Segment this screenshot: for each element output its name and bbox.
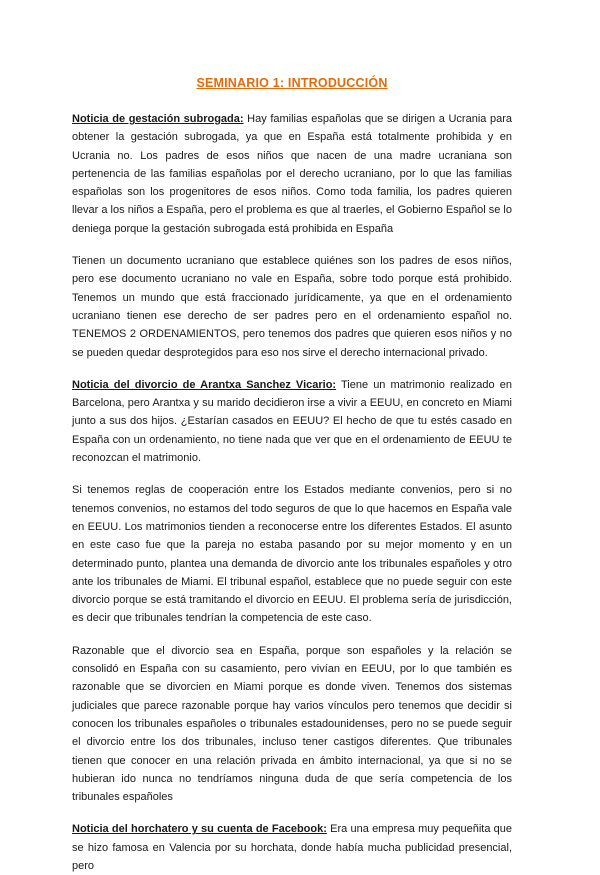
paragraph-documento-ucraniano <box>72 252 512 362</box>
paragraph-text: Razonable que el divorcio sea en España, porque son españoles y la relación se consolidó en España con su casamiento, pero vivían en EEUU, por lo que también es razonable que se divorcien en Miami porque es donde viven. Tenemos dos sistemas judiciales que parece razonable porque hay varios vínculos pero tenemos que decidir si conocen los tribunales españoles o tribunales estadounidenses, pero no se puede seguir el divorcio entre los dos tribunales, incluso tener castigos diferentes. Que tribunales tienen que conocer en una relación privada en ámbito internacional, ya que si no se hubieran ido nunca no tendríamos ninguna duda de que sería competencia de los tribunales españoles <box>72 644 512 804</box>
paragraph-divorcio-arantxa <box>72 376 512 467</box>
paragraph-text: Tiene un matrimonio realizado en Barcelona, pero Arantxa y su marido decidieron irse a vivir a EEUU, en concreto en Miami junto a sus dos hijos. ¿Estarían casados en EEUU? El hecho de que tu estés casado en España con un ordenamiento, no tiene nada que ver que en el ordenamiento de EEUU te reconozcan el matrimonio. <box>72 378 512 465</box>
document-title: SEMINARIO 1: INTRODUCCIÓN <box>196 76 388 90</box>
paragraph-text: Si tenemos reglas de cooperación entre los Estados mediante convenios, pero si no tenemos convenios, no estamos del todo seguros de que lo que hacemos en España vale en EEUU. Los matrimonios tienden a reconocerse entre los diferentes Estados. El asunto en este caso fue que la pareja no estaba pasando por su mejor momento y en un determinado punto, plantea una demanda de divorcio ante los tribunales españoles y otro ante los tribunales de Miami. El tribunal español, establece que no puede seguir con este divorcio porque se está tramitando el divorcio en EEUU. El problema sería de jurisdicción, es decir que tribunales tendrían la competencia de este caso. <box>72 484 512 625</box>
paragraph-razonable-divorcio <box>72 642 512 807</box>
section-heading-divorcio: Noticia del divorcio de Arantxa Sanchez Vicario: <box>72 378 337 391</box>
paragraph-cooperacion-estados <box>72 481 512 627</box>
section-heading-gestacion: Noticia de gestación subrogada: <box>72 113 244 125</box>
paragraph-gestacion-subrogada <box>72 110 512 238</box>
paragraph-text: Tienen un documento ucraniano que establece quiénes son los padres de esos niños, pero ese documento ucraniano no vale en España, sobre todo porque está prohibido. Tenemos un mundo que está fraccionado jurídicamente, ya que en el ordenamiento ucraniano tienen ese derecho de ser padres pero en el ordenamiento español no. TENEMOS 2 ORDENAMIENTOS, pero tenemos dos padres que quieren esos niños y no se pueden quedar desprotegidos para eso nos sirve el derecho internacional privado. <box>72 255 512 359</box>
paragraph-text: Era una empresa muy pequeñita que se hizo famosa en Valencia por su horchata, donde había mucha publicidad presencial, pero <box>72 823 513 872</box>
section-heading-horchatero: Noticia del horchatero y su cuenta de Facebook: <box>72 823 327 836</box>
paragraph-text: Hay familias españolas que se dirigen a Ucrania para obtener la gestación subrogada, ya que en España está totalmente prohibida y en Ucrania no. Los padres de esos niños que nacen de una madre ucraniana son pertenencia de las familias españolas por el derecho ucraniano, por lo que las familias españolas son los progenitores de esos niños. Como toda familia, los padres quieren llevar a los niños a España, pero el problema es que al traerles, el Gobierno Español se lo deniega porque la gestación subrogada está prohibida en España <box>72 113 512 235</box>
